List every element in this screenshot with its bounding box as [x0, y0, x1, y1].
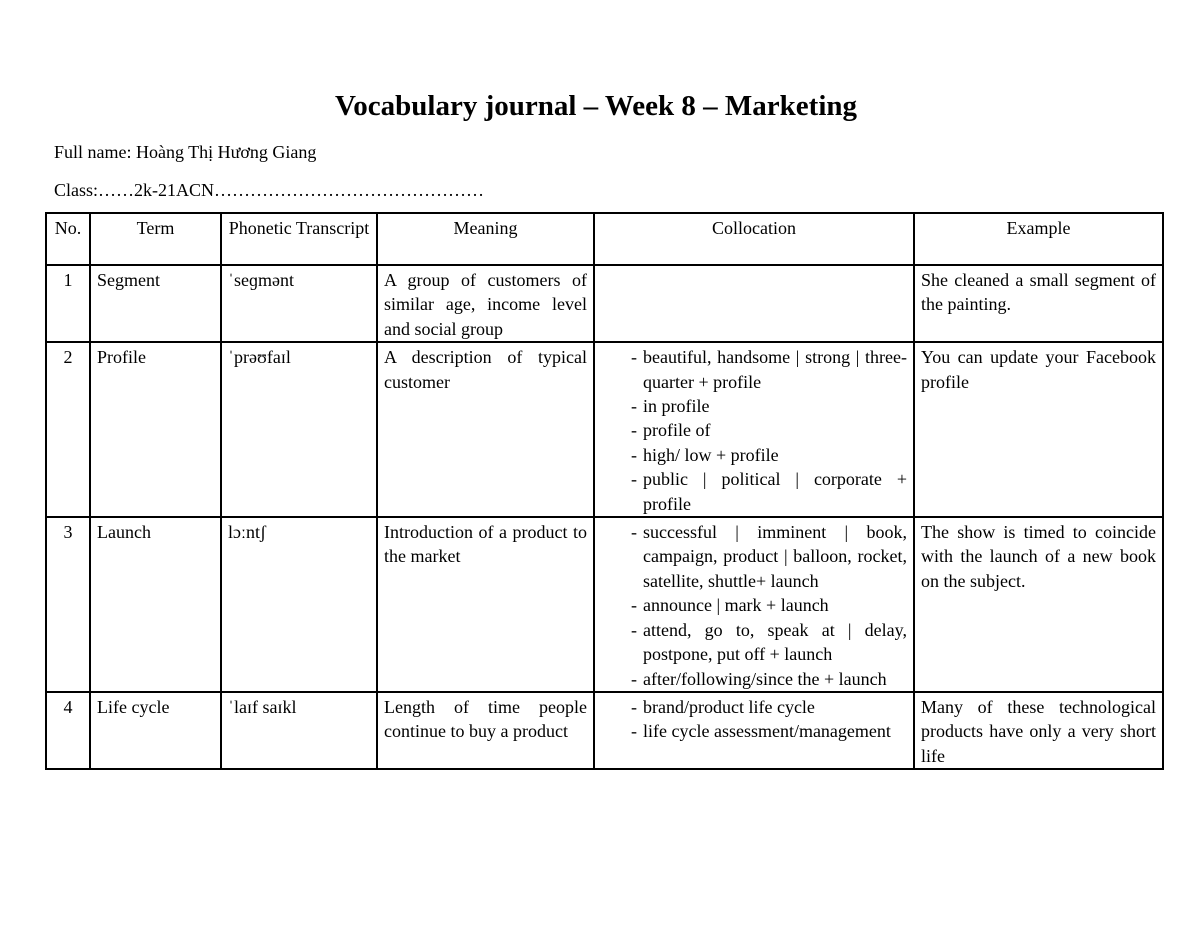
row-collocation	[594, 265, 914, 342]
row-phonetic: ˈseɡmənt	[221, 265, 377, 342]
page-title: Vocabulary journal – Week 8 – Marketing	[334, 90, 857, 122]
row-example: You can update your Facebook profile	[914, 342, 1163, 517]
collocation-list	[601, 695, 907, 744]
collocation-item: - brand/product life cycle	[601, 695, 907, 719]
row-meaning: Introduction of a product to the market	[377, 517, 594, 692]
row-meaning: A description of typical customer	[377, 342, 594, 517]
table-row	[46, 265, 1163, 342]
row-no: 3	[46, 517, 90, 692]
header-phonetic: Phonetic Transcript	[221, 213, 377, 265]
row-phonetic: lɔːntʃ	[221, 517, 377, 692]
collocation-item: - beautiful, handsome | strong | three-quarter + profile	[601, 345, 907, 394]
vocabulary-table	[45, 212, 1164, 770]
collocation-item: - in profile	[601, 394, 907, 418]
header-term: Term	[90, 213, 221, 265]
row-collocation	[594, 692, 914, 769]
table-row	[46, 692, 1163, 769]
collocation-item: - public | political | corporate + profile	[601, 467, 907, 516]
collocation-item: - profile of	[601, 418, 907, 442]
row-term: Launch	[90, 517, 221, 692]
row-example: She cleaned a small segment of the painting.	[914, 265, 1163, 342]
collocation-item: - successful | imminent | book, campaign, product | balloon, rocket, satellite, shuttle+ launch	[601, 520, 907, 593]
row-collocation	[594, 342, 914, 517]
row-meaning: A group of customers of similar age, income level and social group	[377, 265, 594, 342]
table-row	[46, 342, 1163, 517]
header-example: Example	[914, 213, 1163, 265]
table-header-row	[46, 213, 1163, 265]
collocation-list	[601, 520, 907, 691]
row-phonetic: ˈprəʊfaɪl	[221, 342, 377, 517]
row-no: 1	[46, 265, 90, 342]
row-example: Many of these technological products have only a very short life	[914, 692, 1163, 769]
row-collocation	[594, 517, 914, 692]
collocation-item: - announce | mark + launch	[601, 593, 907, 617]
row-term: Segment	[90, 265, 221, 342]
header-collocation: Collocation	[594, 213, 914, 265]
row-term: Life cycle	[90, 692, 221, 769]
table-row	[46, 517, 1163, 692]
collocation-item: - life cycle assessment/management	[601, 719, 907, 743]
class-line: Class:……2k-21ACN………………………………………	[54, 180, 485, 200]
collocation-item: - high/ low + profile	[601, 443, 907, 467]
full-name-line: Full name: Hoàng Thị Hương Giang	[54, 142, 317, 162]
row-example: The show is timed to coincide with the launch of a new book on the subject.	[914, 517, 1163, 692]
row-term: Profile	[90, 342, 221, 517]
header-no: No.	[46, 213, 90, 265]
row-no: 4	[46, 692, 90, 769]
row-phonetic: ˈlaɪf saɪkl	[221, 692, 377, 769]
collocation-list	[601, 345, 907, 516]
collocation-item: - after/following/since the + launch	[601, 667, 907, 691]
collocation-item: - attend, go to, speak at | delay, postpone, put off + launch	[601, 618, 907, 667]
row-meaning: Length of time people continue to buy a product	[377, 692, 594, 769]
header-meaning: Meaning	[377, 213, 594, 265]
row-no: 2	[46, 342, 90, 517]
